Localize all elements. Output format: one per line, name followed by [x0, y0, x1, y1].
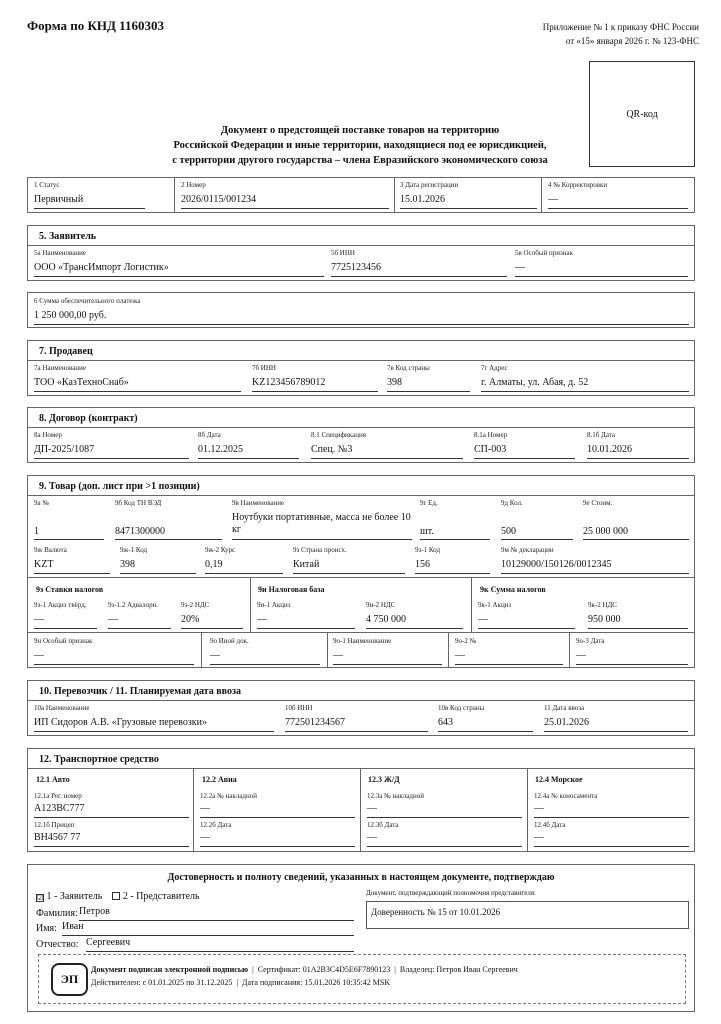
qr-code-label: QR-код	[626, 108, 658, 120]
vat-base-field: 9и-2 НДС 4 750 000	[366, 601, 463, 609]
other-document-field: 9о Иной док. —	[210, 637, 320, 645]
signer-role-options	[36, 891, 200, 902]
avia-waybill-value[interactable]: —	[200, 801, 355, 818]
rail-date-field: 12.3б Дата —	[367, 821, 522, 829]
transport-section	[27, 748, 695, 852]
import-date-field: 11 Дата ввоза 25.01.2026	[544, 704, 688, 712]
qr-code-placeholder	[589, 61, 695, 167]
checkbox-representative[interactable]	[112, 892, 120, 900]
rep-doc-label: Документ, подтверждающий полномочия представителя:	[366, 889, 537, 897]
correction-number-field: 4 № Корректировки —	[548, 181, 688, 189]
specification-value[interactable]: Спец. №3	[311, 442, 463, 459]
annex-line-1: Приложение № 1 к приказу ФНС России	[542, 22, 699, 32]
carrier-country-field: 10в Код страны 643	[438, 704, 533, 712]
exchange-rate-value[interactable]: 0,19	[205, 557, 283, 574]
name-value[interactable]: Иван	[62, 921, 354, 936]
signature-validity: Действителен: с 01.01.2025 по 31.12.2025	[91, 978, 233, 987]
sea-bill-of-lading-field: 12.4а № коносамента —	[534, 792, 689, 800]
special-flag-value[interactable]: —	[34, 648, 194, 665]
registration-date-value[interactable]: 15.01.2026	[400, 192, 537, 209]
seller-title: 7. Продавец	[39, 346, 93, 357]
carrier-country-value[interactable]: 643	[438, 715, 533, 732]
other-document-number-field: 9о-2 № —	[455, 637, 563, 645]
seller-name-value[interactable]: ТОО «КазТехноСнаб»	[34, 375, 241, 392]
applicant-flag-value[interactable]: —	[515, 260, 688, 277]
specification-date-field: 8.1б Дата 10.01.2026	[587, 431, 689, 439]
cost-value[interactable]: 25 000 000	[583, 510, 689, 540]
quantity-field: 9д Кол. 500	[501, 499, 573, 507]
avia-date-value[interactable]: —	[200, 830, 355, 847]
applicant-inn-value[interactable]: 7725123456	[331, 260, 507, 277]
specification-number-field: 8.1а Номер СП-003	[474, 431, 575, 439]
rail-date-value[interactable]: —	[367, 830, 522, 847]
title-line-1: Документ о предстоящей поставке товаров на территорию	[220, 125, 500, 136]
electronic-signature-box	[38, 954, 686, 1004]
option-representative-label: 2 - Представитель	[122, 891, 200, 902]
number-field: 2 Номер 2026/0115/001234	[181, 181, 389, 189]
declaration-number-field: 9м № декларации 10129000/150126/0012345	[501, 546, 689, 554]
currency-value[interactable]: KZT	[34, 557, 110, 574]
contract-title: 8. Договор (контракт)	[39, 413, 138, 424]
goods-description-value[interactable]: Ноутбуки портативные, масса не более 10 кг	[232, 510, 412, 540]
quantity-value[interactable]: 500	[501, 510, 573, 540]
excise-fixed-rate-value[interactable]: —	[34, 612, 97, 629]
excise-sum-field: 9к-1 Акциз —	[478, 601, 575, 609]
carrier-inn-field: 10б ИНН 772501234567	[285, 704, 428, 712]
signature-line-2: Действителен: с 01.01.2025 по 31.12.2025 | Дата подписания: 15.01.2026 10:35:42 MSK	[91, 978, 391, 987]
unit-value[interactable]: шт.	[420, 510, 490, 540]
carrier-name-field: 10а Наименование ИП Сидоров А.В. «Грузовые перевозки»	[34, 704, 274, 712]
patronymic-row	[36, 937, 131, 950]
patronymic-value[interactable]: Сергеевич	[86, 937, 354, 952]
carrier-inn-value[interactable]: 772501234567	[285, 715, 428, 732]
cost-field: 9е Стоим. 25 000 000	[583, 499, 689, 507]
transport-auto-title: 12.1 Авто	[36, 775, 70, 784]
transport-sea-title: 12.4 Морское	[535, 775, 583, 784]
checkbox-applicant[interactable]: ☑	[37, 894, 44, 902]
applicant-inn-field: 5б ИНН 7725123456	[331, 249, 507, 257]
surname-label: Фамилия:	[36, 908, 78, 919]
vat-sum-value[interactable]: 950 000	[588, 612, 688, 629]
auto-trailer-field: 12.1б Прицеп ВН4567 77	[34, 821, 189, 829]
confirmation-section	[27, 864, 695, 1012]
tax-sum-title: 9к Сумма налогов	[480, 585, 546, 594]
electronic-signature-stamp: ЭП	[51, 963, 88, 996]
vat-sum-field: 9к-2 НДС 950 000	[588, 601, 688, 609]
advalorem-rate-field: 9з-1.2 Адвалорн. —	[108, 601, 171, 609]
goods-item-number-value[interactable]: 1	[34, 510, 104, 540]
tax-rates-title: 9з Ставки налогов	[36, 585, 104, 594]
seller-inn-value[interactable]: KZ123456789012	[252, 375, 378, 392]
other-document-date-field: 9о-3 Дата —	[576, 637, 688, 645]
applicant-flag-field: 5в Особый признак —	[515, 249, 688, 257]
declaration-number-value[interactable]: 10129000/150126/0012345	[501, 557, 689, 574]
currency-field: 9ж Валюта KZT	[34, 546, 110, 554]
excise-sum-value[interactable]: —	[478, 612, 575, 629]
exchange-rate-field: 9ж-2 Курс 0,19	[205, 546, 283, 554]
signature-line-1: Документ подписан электронной подписью | Сертификат: 01A2B3C4D5E6F7890123 | Владелец: Петров Иван Сергеевич	[91, 965, 518, 974]
tax-base-title: 9и Налоговая база	[258, 585, 325, 594]
carrier-name-value[interactable]: ИП Сидоров А.В. «Грузовые перевозки»	[34, 715, 274, 732]
status-value[interactable]: Первичный	[34, 192, 145, 209]
annex-reference	[543, 20, 699, 48]
payment-value[interactable]: 1 250 000,00 руб.	[34, 308, 689, 325]
other-document-value[interactable]: —	[210, 648, 320, 665]
excise-base-value[interactable]: —	[257, 612, 355, 629]
contract-number-field: 8а Номер ДП-2025/1087	[34, 431, 189, 439]
avia-date-field: 12.2б Дата —	[200, 821, 355, 829]
signature-owner: Владелец: Петров Иван Сергеевич	[399, 965, 518, 974]
number-value[interactable]: 2026/0115/001234	[181, 192, 389, 209]
unit-field: 9г Ед. шт.	[420, 499, 490, 507]
form-code: Форма по КНД 1160303	[27, 18, 164, 33]
patronymic-label: Отчество:	[36, 939, 79, 950]
carrier-title: 10. Перевозчик / 11. Планируемая дата ввоза	[39, 686, 241, 697]
sea-bill-of-lading-value[interactable]: —	[534, 801, 689, 818]
advalorem-rate-value[interactable]: —	[108, 612, 171, 629]
name-label: Имя:	[36, 923, 57, 934]
contract-date-field: 8б Дата 01.12.2025	[198, 431, 299, 439]
annex-line-2: от «15» января 2026 г. № 123-ФНС	[565, 36, 699, 46]
other-document-name-value[interactable]: —	[333, 648, 442, 665]
auto-reg-number-value[interactable]: А123ВС777	[34, 801, 189, 818]
surname-row	[36, 906, 110, 919]
excise-base-field: 9и-1 Акциз —	[257, 601, 355, 609]
correction-number-value[interactable]: —	[548, 192, 688, 209]
signature-title: Документ подписан электронной подписью	[91, 965, 249, 974]
transport-avia-title: 12.2 Авиа	[202, 775, 237, 784]
applicant-title: 5. Заявитель	[39, 231, 97, 242]
name-row	[36, 921, 84, 934]
hs-code-field: 9б Код ТН ВЭД 8471300000	[115, 499, 222, 507]
surname-value[interactable]: Петров	[79, 906, 354, 921]
specification-date-value[interactable]: 10.01.2026	[587, 442, 689, 459]
goods-section	[27, 475, 695, 668]
sea-date-field: 12.4б Дата —	[534, 821, 689, 829]
other-document-number-value[interactable]: —	[455, 648, 563, 665]
other-document-name-field: 9о-1 Наименование —	[333, 637, 442, 645]
seller-country-value[interactable]: 398	[387, 375, 470, 392]
contract-number-value[interactable]: ДП-2025/1087	[34, 442, 189, 459]
carrier-section	[27, 680, 695, 736]
specification-field: 8.1 Спецификация Спец. №3	[311, 431, 463, 439]
seller-address-value[interactable]: г. Алматы, ул. Абая, д. 52	[481, 375, 689, 392]
other-document-date-value[interactable]: —	[576, 648, 688, 665]
applicant-section	[27, 225, 695, 281]
transport-rail-title: 12.3 Ж/Д	[368, 775, 400, 784]
document-title	[150, 123, 570, 168]
vat-rate-field: 9з-2 НДС 20%	[181, 601, 243, 609]
signature-date: Дата подписания: 15.01.2026 10:35:42 MSK	[242, 978, 391, 987]
option-applicant-label: 1 - Заявитель	[46, 891, 103, 902]
goods-item-number-field: 9а № 1	[34, 499, 104, 507]
title-line-3: с территории другого государства – члена Евразийского экономического союза	[172, 155, 548, 166]
vat-base-value[interactable]: 4 750 000	[366, 612, 463, 629]
status-field: 1 Статус Первичный	[34, 181, 145, 189]
avia-waybill-field: 12.2а № накладной —	[200, 792, 355, 800]
goods-description-field: 9в Наименование Ноутбуки портативные, масса не более 10 кг	[232, 499, 412, 507]
auto-reg-number-field: 12.1а Рег. номер А123ВС777	[34, 792, 189, 800]
contract-section	[27, 407, 695, 463]
seller-inn-field: 7б ИНН KZ123456789012	[252, 364, 378, 372]
excise-fixed-rate-field: 9з-1 Акциз твёрд. —	[34, 601, 97, 609]
origin-country-field: 9з Страна происх. Китай	[293, 546, 405, 554]
status-section	[27, 177, 695, 213]
auto-trailer-value[interactable]: ВН4567 77	[34, 830, 189, 847]
import-date-value[interactable]: 25.01.2026	[544, 715, 688, 732]
tax-block	[28, 577, 694, 633]
seller-address-field: 7г Адрес г. Алматы, ул. Абая, д. 52	[481, 364, 689, 372]
origin-country-value[interactable]: Китай	[293, 557, 405, 574]
payment-section	[27, 292, 695, 328]
sea-date-value[interactable]: —	[534, 830, 689, 847]
special-flag-field: 9н Особый признак —	[34, 637, 194, 645]
registration-date-field: 3 Дата регистрации 15.01.2026	[400, 181, 537, 189]
transport-title: 12. Транспортное средство	[39, 754, 159, 765]
origin-code-field: 9з-1 Код 156	[415, 546, 490, 554]
signature-certificate: Сертификат: 01A2B3C4D5E6F7890123	[257, 965, 391, 974]
currency-code-value[interactable]: 398	[120, 557, 196, 574]
currency-code-field: 9ж-1 Код 398	[120, 546, 196, 554]
title-line-2: Российской Федерации и иные территории, находящиеся под ее юрисдикцией,	[173, 140, 547, 151]
applicant-name-field: 5а Наименование ООО «ТрансИмпорт Логистик»	[34, 249, 324, 257]
confirmation-title: Достоверность и полноту сведений, указанных в настоящем документе, подтверждаю	[167, 872, 555, 883]
seller-name-field: 7а Наименование ТОО «КазТехноСнаб»	[34, 364, 241, 372]
seller-country-field: 7в Код страны 398	[387, 364, 470, 372]
origin-code-value[interactable]: 156	[415, 557, 490, 574]
seller-section	[27, 340, 695, 396]
payment-field: 6 Сумма обеспечительного платежа 1 250 000,00 руб.	[34, 297, 689, 305]
hs-code-value[interactable]: 8471300000	[115, 510, 222, 540]
rail-waybill-value[interactable]: —	[367, 801, 522, 818]
goods-title: 9. Товар (доп. лист при >1 позиции)	[39, 481, 200, 492]
rep-doc-value[interactable]: Доверенность № 15 от 10.01.2026	[366, 901, 689, 929]
specification-number-value[interactable]: СП-003	[474, 442, 575, 459]
applicant-name-value[interactable]: ООО «ТрансИмпорт Логистик»	[34, 260, 324, 277]
vat-rate-value[interactable]: 20%	[181, 612, 243, 629]
rail-waybill-field: 12.3а № накладной —	[367, 792, 522, 800]
contract-date-value[interactable]: 01.12.2025	[198, 442, 299, 459]
